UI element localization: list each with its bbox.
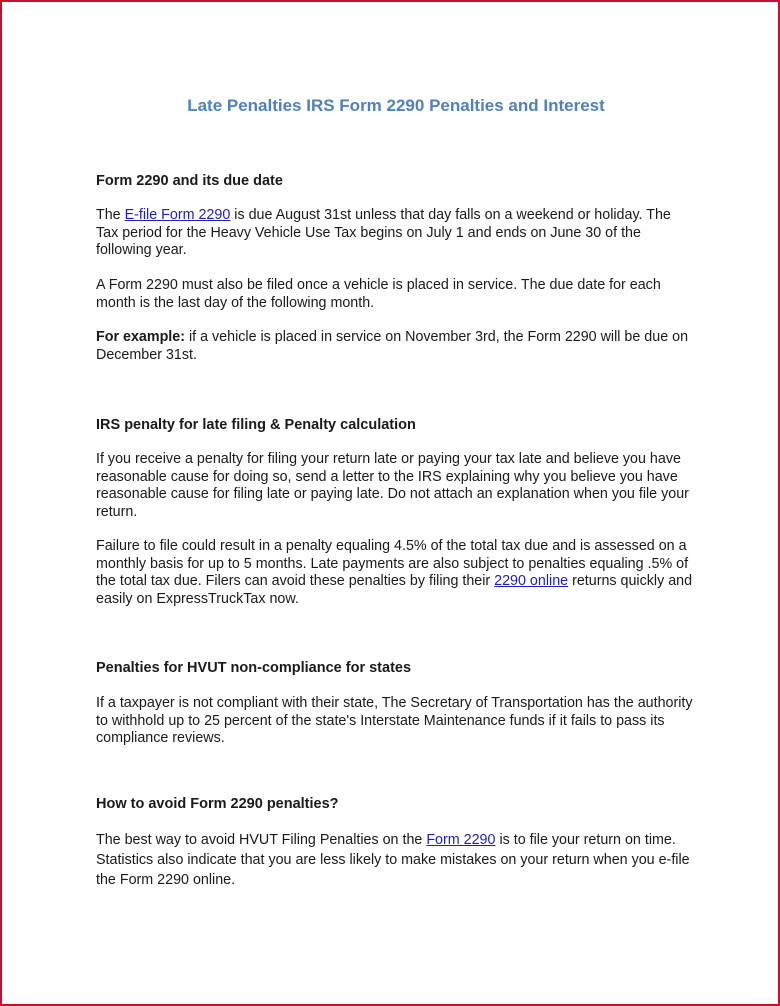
paragraph-reasonable-cause: If you receive a penalty for filing your return late or paying your tax late and believe you have reasonable cause for doing so, send a letter to the IRS explaining why you believe you have reasonable cause for filing late or paying late. Do not attach an explanation when you file your return.	[96, 451, 689, 520]
paragraph-text: is due August 31st unless that day falls on a weekend or holiday. The Tax period for the Heavy Vehicle Use Tax begins on July 1 and ends on June 30 of the following year.	[96, 207, 671, 258]
form-2290-link[interactable]: Form 2290	[426, 832, 496, 848]
example-label: For example:	[96, 329, 185, 345]
section-heading-avoid-penalties: How to avoid Form 2290 penalties?	[96, 796, 339, 812]
paragraph-text: if a vehicle is placed in service on November 3rd, the Form 2290 will be due on December 31st.	[96, 329, 689, 363]
paragraph-placed-in-service: A Form 2290 must also be filed once a vehicle is placed in service. The due date for each month is the last day of the following month.	[96, 277, 661, 311]
2290-online-link[interactable]: 2290 online	[494, 573, 569, 589]
paragraph-example	[96, 329, 696, 364]
paragraph-text: is to file your return on time. Statistics also indicate that you are less likely to make mistakes on your return when you e-file the Form 2290 online.	[96, 832, 690, 888]
paragraph-text: The	[96, 207, 125, 223]
paragraph-text: returns quickly and easily on ExpressTruckTax now.	[96, 573, 693, 607]
section-heading-late-filing: IRS penalty for late filing & Penalty calculation	[96, 417, 416, 433]
paragraph-due-date	[96, 207, 696, 260]
paragraph-failure-to-file	[96, 538, 696, 608]
paragraph-avoid-penalties	[96, 830, 696, 890]
paragraph-text: Failure to file could result in a penalty equaling 4.5% of the total tax due and is assessed on a monthly basis for up to 5 months. Late payments are also subject to penalties equaling .5% of the total tax due. Filers can avoid these penalties by filing their	[96, 538, 689, 589]
page-title: Late Penalties IRS Form 2290 Penalties and Interest	[187, 96, 605, 115]
paragraph-non-compliance: If a taxpayer is not compliant with their state, The Secretary of Transportation has the authority to withhold up to 25 percent of the state's Interstate Maintenance funds if it fails to pass its compliance reviews.	[96, 695, 693, 746]
paragraph-text: The best way to avoid HVUT Filing Penalties on the	[96, 832, 427, 848]
section-heading-due-date: Form 2290 and its due date	[96, 173, 283, 189]
section-heading-non-compliance: Penalties for HVUT non-compliance for states	[96, 660, 412, 676]
efile-form-2290-link[interactable]: E-file Form 2290	[124, 207, 231, 223]
